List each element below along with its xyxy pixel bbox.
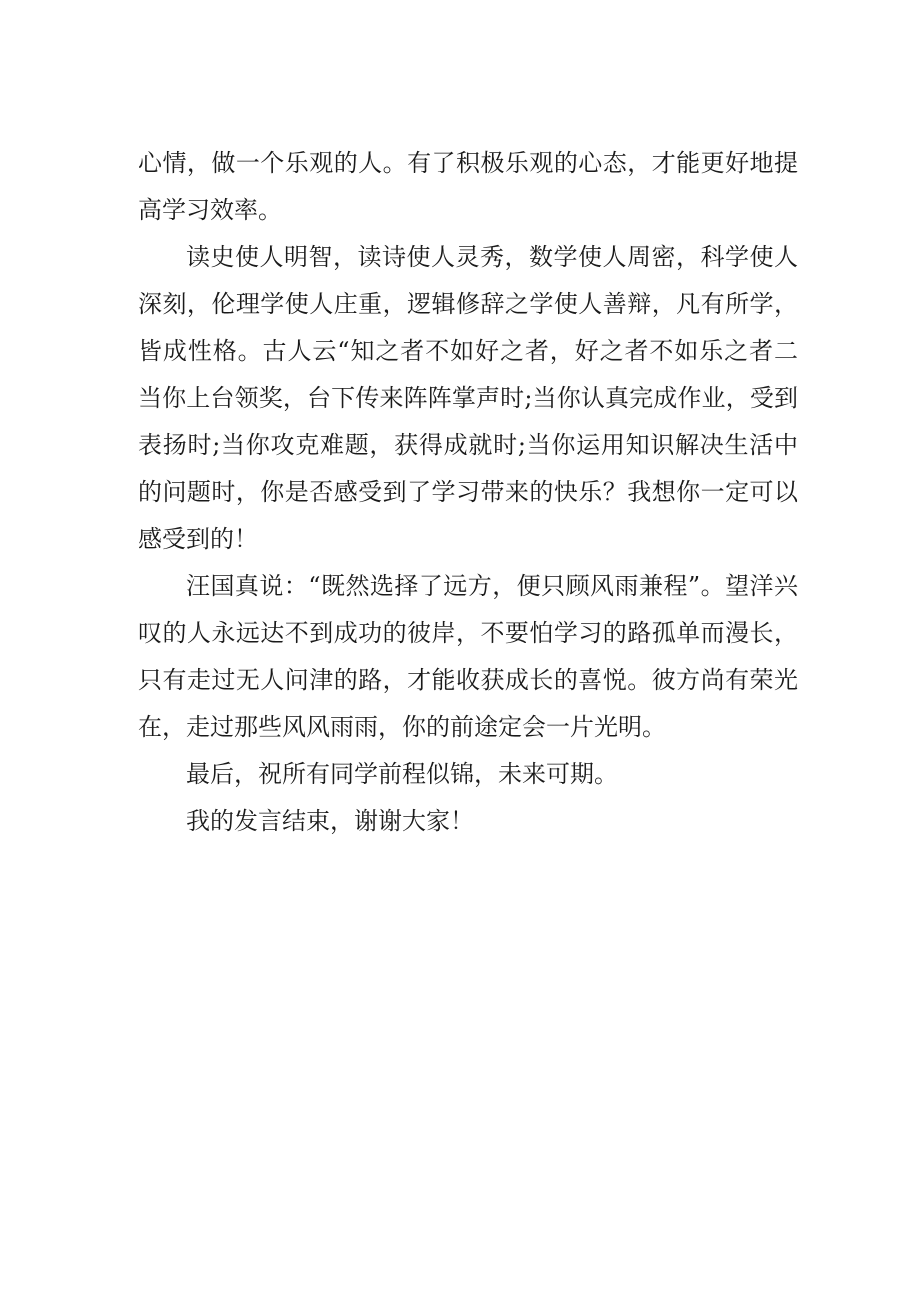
paragraph-speech-end: 我的发言结束，谢谢大家！ (186, 807, 474, 835)
paragraph-closing-wishes: 最后，祝所有同学前程似锦，未来可期。 (186, 760, 618, 788)
document-body (138, 140, 798, 845)
paragraph-continuation: 心情，做一个乐观的人。有了积极乐观的心态，才能更好地提高学习效率。 (138, 149, 798, 224)
paragraph-wang-guozhen-quote: 汪国真说：“既然选择了远方，便只顾风雨兼程”。望洋兴叹的人永远达不到成功的彼岸，不要怕学习的路孤单而漫长，只有走过无人问津的路，才能收获成长的喜悦。彼方尚有荣光在，走过那些风风雨雨，你的前途定会一片光明。 (138, 572, 798, 741)
paragraph-reading-quote: 读史使人明智，读诗使人灵秀，数学使人周密，科学使人深刻，伦理学使人庄重，逻辑修辞之学使人善辩，凡有所学，皆成性格。古人云“知之者不如好之者，好之者不如乐之者二当你上台领奖，台下传来阵阵掌声时;当你认真完成作业，受到表扬时;当你攻克难题，获得成就时;当你运用知识解决生活中的问题时，你是否感受到了学习带来的快乐？我想你一定可以感受到的！ (138, 243, 798, 553)
